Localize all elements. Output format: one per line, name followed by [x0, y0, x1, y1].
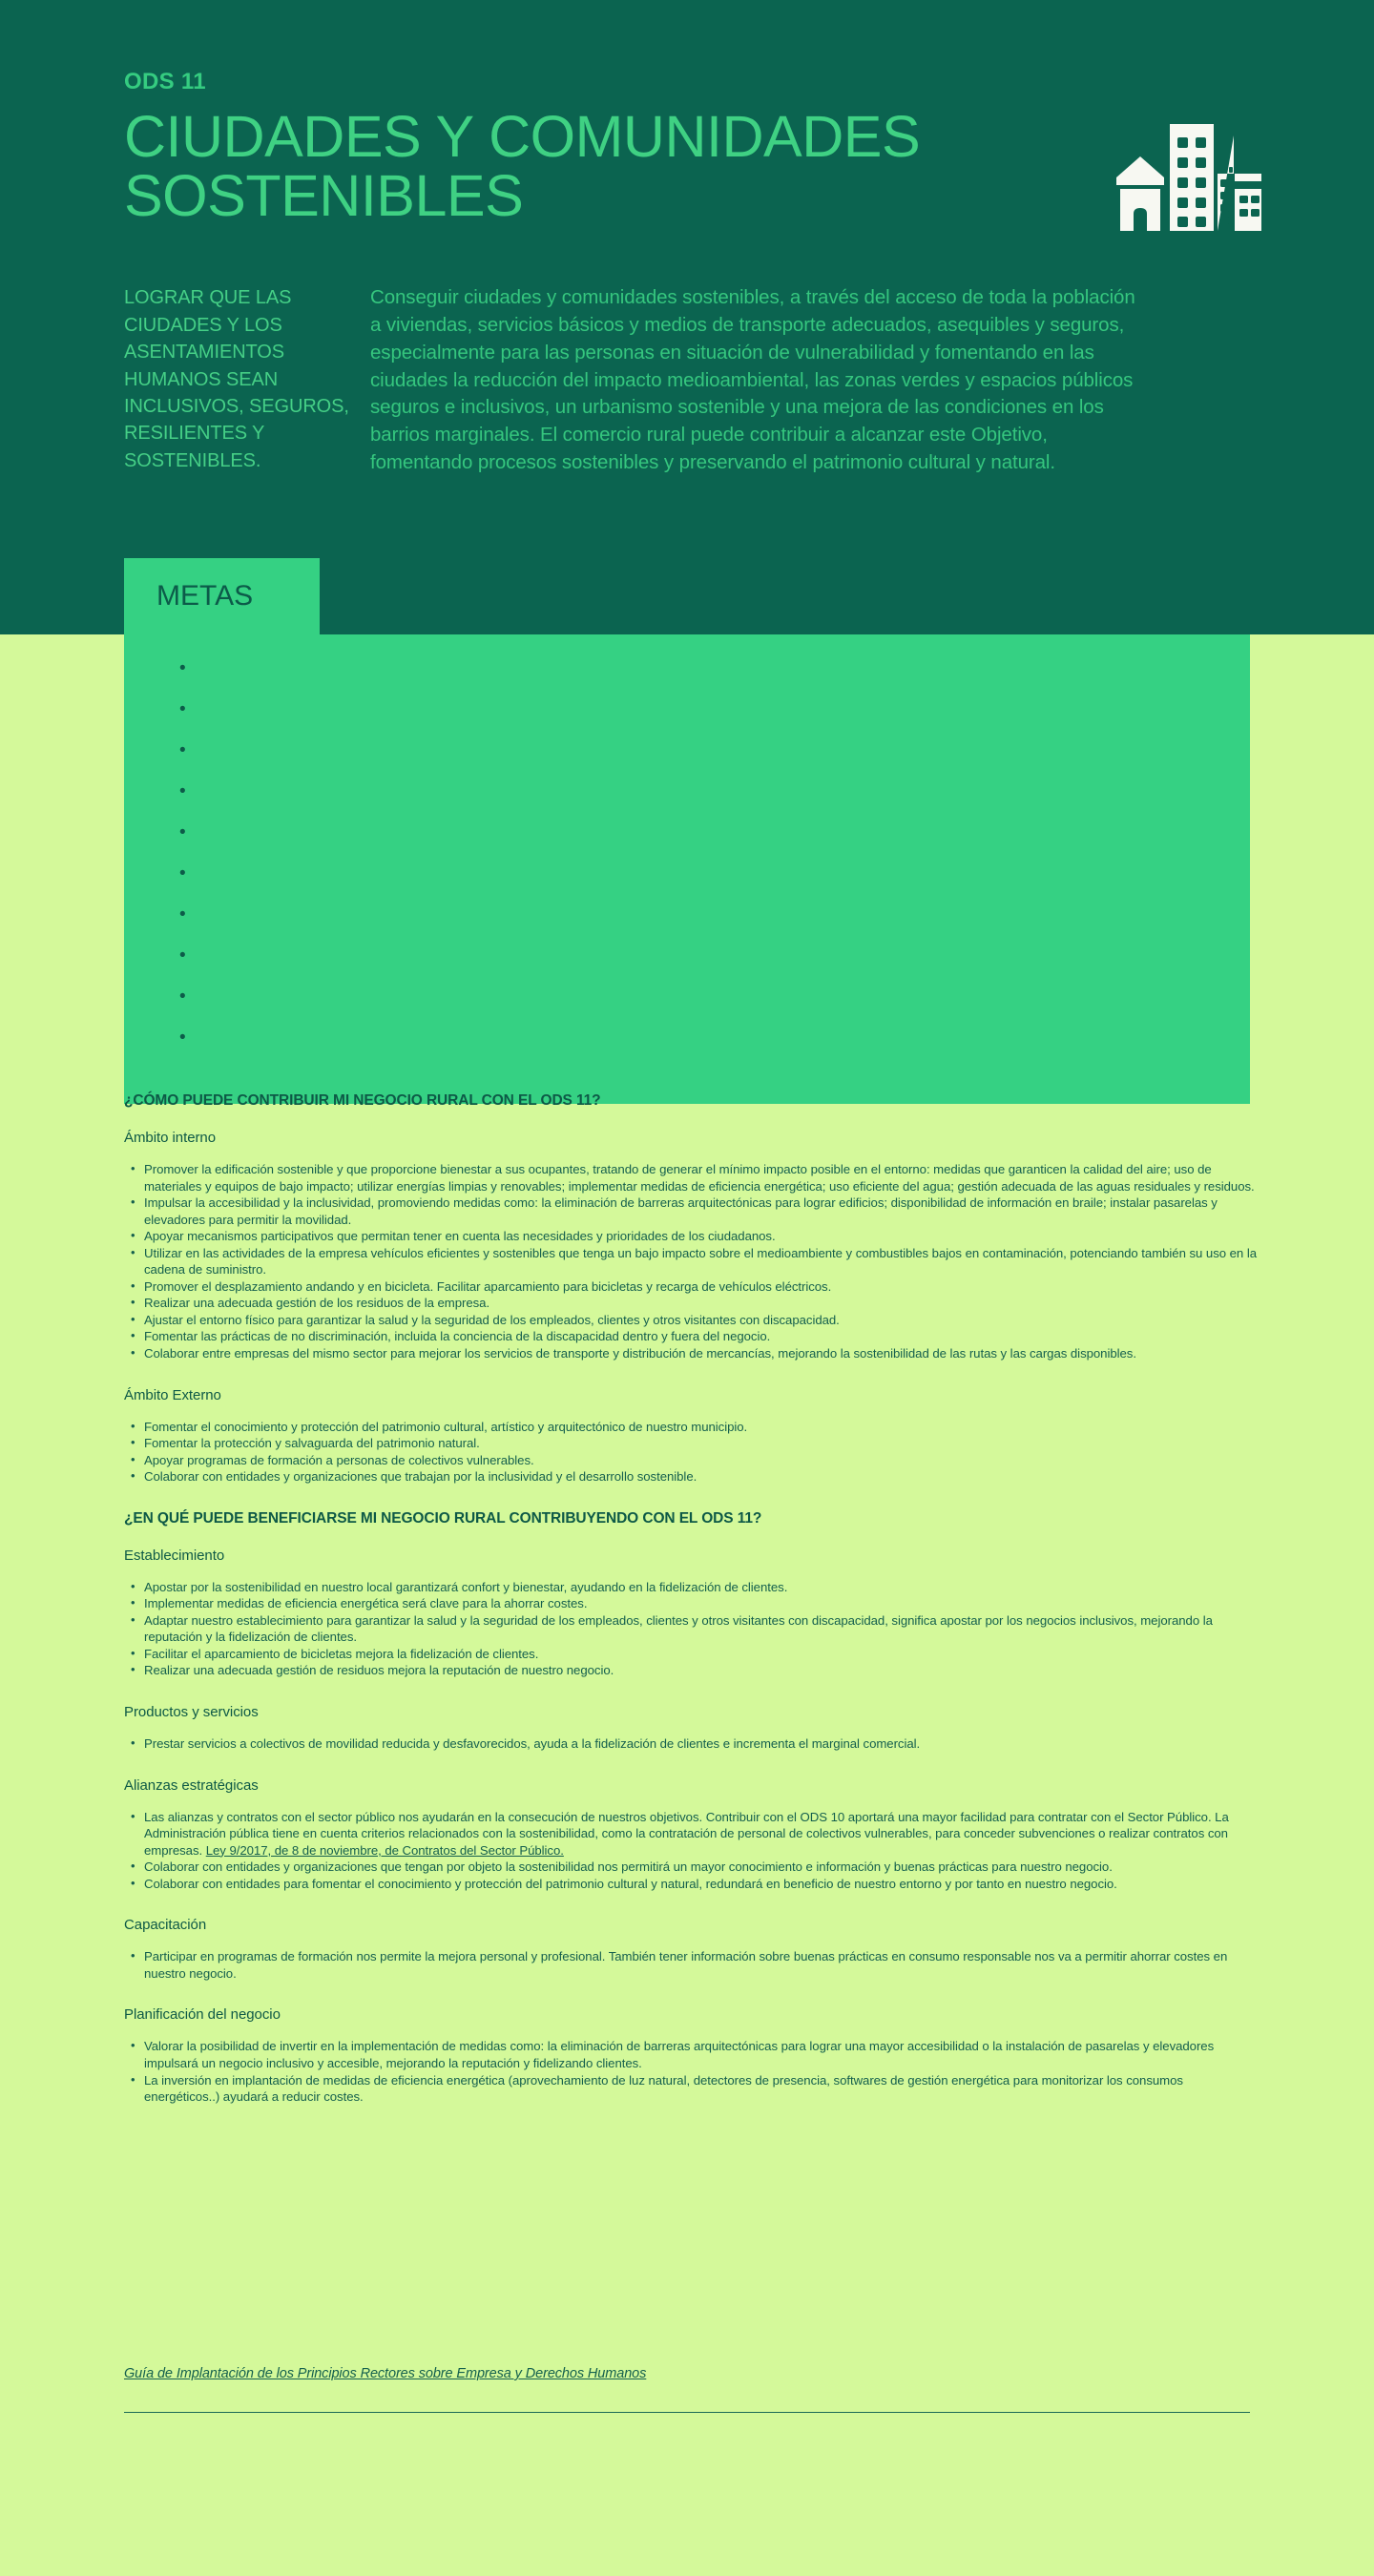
list-item: • Utilizar en las actividades de la empresa vehículos eficientes y sostenibles que tenga un bajo impacto sobre el medioambiente y combustibles bajos en contaminación, potenciando también su uso en la cadena de suministro.	[124, 1245, 1260, 1278]
page-title	[124, 104, 1078, 229]
footer	[124, 2366, 1250, 2413]
alianzas-list	[124, 1809, 1260, 1893]
establecimiento-heading: Establecimiento	[124, 1547, 225, 1564]
meta-bullet-icon: •	[179, 740, 186, 760]
planificacion-list	[124, 2038, 1260, 2105]
list-item: • Ajustar el entorno físico para garantizar la salud y la seguridad de los empleados, clientes y otros visitantes con discapacidad.	[124, 1312, 1260, 1329]
list-item: • Realizar una adecuada gestión de residuos mejora la reputación de nuestro negocio.	[124, 1662, 1260, 1679]
list-item: • Apoyar programas de formación a personas de colectivos vulnerables.	[124, 1452, 1260, 1469]
list-item: • Colaborar con entidades para fomentar el conocimiento y protección del patrimonio cultural y natural, redundará en beneficio de nuestro entorno y por tanto en nuestro negocio.	[124, 1876, 1260, 1893]
ambito-interno-heading: Ámbito interno	[124, 1130, 217, 1146]
hero-banner	[0, 0, 1374, 634]
meta-row	[124, 823, 1250, 864]
footer-guide-link[interactable]: Guía de Implantación de los Principios Rectores sobre Empresa y Derechos Humanos	[124, 2366, 647, 2381]
footer-divider	[124, 2412, 1250, 2413]
ambito-externo-list	[124, 1419, 1260, 1485]
metas-tab-label: METAS	[156, 580, 254, 612]
meta-row	[124, 987, 1250, 1028]
meta-bullet-icon: •	[179, 699, 186, 719]
list-item: • Realizar una adecuada gestión de los residuos de la empresa.	[124, 1295, 1260, 1312]
list-item: • Adaptar nuestro establecimiento para garantizar la salud y la seguridad de los empleados, clientes y otros visitantes con discapacidad, significa apostar por los negocios inclusivos, mejorando la reputación y la fidelización de clientes.	[124, 1612, 1260, 1646]
list-item: • Prestar servicios a colectivos de movilidad reducida y desfavorecidos, ayuda a la fidelización de clientes e incrementa el marginal comercial.	[124, 1735, 1260, 1753]
ambito-interno-list	[124, 1161, 1260, 1362]
capacitacion-list	[124, 1948, 1260, 1982]
contribuir-heading: ¿CÓMO PUEDE CONTRIBUIR MI NEGOCIO RURAL CON EL ODS 11?	[124, 1092, 601, 1109]
ods-label: ODS 11	[124, 69, 206, 94]
list-item: • Apostar por la sostenibilidad en nuestro local garantizará confort y bienestar, ayudando en la fidelización de clientes.	[124, 1579, 1260, 1596]
capacitacion-heading: Capacitación	[124, 1917, 207, 1934]
productos-heading: Productos y servicios	[124, 1704, 259, 1721]
list-item: • Promover la edificación sostenible y que proporcione bienestar a sus ocupantes, tratando de generar el mínimo impacto posible en el entorno: medidas que garanticen la calidad del aire; uso de materiales y equipos de bajo impacto; utilizar energías limpias y renovables; implementar medidas de eficiencia energética; uso eficiente del agua; gestión adecuada de las aguas residuales y residuos.	[124, 1161, 1260, 1195]
meta-bullet-icon: •	[179, 987, 186, 1007]
meta-row	[124, 1028, 1250, 1070]
planificacion-heading: Planificación del negocio	[124, 2006, 281, 2024]
list-item: • Fomentar las prácticas de no discriminación, incluida la conciencia de la discapacidad dentro y fuera del negocio.	[124, 1328, 1260, 1345]
list-item: • Promover el desplazamiento andando y en bicicleta. Facilitar aparcamiento para bicicletas y recarga de vehículos eléctricos.	[124, 1278, 1260, 1296]
productos-list	[124, 1735, 1260, 1753]
list-item: • Fomentar la protección y salvaguarda del patrimonio natural.	[124, 1435, 1260, 1452]
hero-inner	[0, 0, 1374, 476]
meta-row	[124, 946, 1250, 987]
list-item: • Implementar medidas de eficiencia energética será clave para la ahorrar costes.	[124, 1595, 1260, 1612]
meta-row	[124, 782, 1250, 823]
list-item	[124, 1809, 1260, 1859]
meta-bullet-icon: •	[179, 822, 186, 842]
meta-row	[124, 700, 1250, 741]
hero-columns	[124, 284, 1260, 476]
metas-panel	[124, 634, 1250, 1104]
meta-bullet-icon: •	[179, 1028, 186, 1048]
content-body	[0, 1092, 1374, 2130]
list-item: • Apoyar mecanismos participativos que permitan tener en cuenta las necesidades y prioridades de los ciudadanos.	[124, 1228, 1260, 1245]
meta-bullet-icon: •	[179, 904, 186, 924]
page-title-line1: CIUDADES Y COMUNIDADES	[124, 104, 921, 169]
list-item: • Colaborar con entidades y organizaciones que trabajan por la inclusividad y el desarrollo sostenible.	[124, 1468, 1260, 1485]
list-item: • Impulsar la accesibilidad y la inclusividad, promoviendo medidas como: la eliminación de barreras arquitectónicas para lograr edificios; disponibilidad de información en braile; instalar pasarelas y elevadores para permitir la movilidad.	[124, 1195, 1260, 1228]
establecimiento-list	[124, 1579, 1260, 1679]
ambito-externo-heading: Ámbito Externo	[124, 1386, 221, 1403]
list-item: • Participar en programas de formación nos permite la mejora personal y profesional. También tener información sobre buenas prácticas en consumo responsable nos va a permitir ahorrar costes en nuestro negocio.	[124, 1948, 1260, 1982]
meta-row	[124, 864, 1250, 905]
metas-tab[interactable]	[124, 558, 320, 634]
ley-contratos-link[interactable]: Ley 9/2017, de 8 de noviembre, de Contratos del Sector Público.	[205, 1842, 564, 1858]
list-item: • Colaborar con entidades y organizaciones que tengan por objeto la sostenibilidad nos permitirá un mayor conocimiento e información y buenas prácticas para nuestro negocio.	[124, 1859, 1260, 1876]
meta-row	[124, 659, 1250, 700]
beneficiarse-heading: ¿EN QUÉ PUEDE BENEFICIARSE MI NEGOCIO RURAL CONTRIBUYENDO CON EL ODS 11?	[124, 1509, 762, 1527]
list-item: • La inversión en implantación de medidas de eficiencia energética (aprovechamiento de luz natural, detectores de presencia, softwares de gestión energética para monitorizar los consumos energéticos..) ayudará a reducir costes.	[124, 2072, 1260, 2106]
list-item: • Facilitar el aparcamiento de bicicletas mejora la fidelización de clientes.	[124, 1646, 1260, 1663]
meta-bullet-icon: •	[179, 863, 186, 883]
alianzas-text: Las alianzas y contratos con el sector público nos ayudarán en la consecución de nuestros objetivos. Contribuir con el ODS 10 aportará una mayor facilidad para contratar con el Sector Público. La Administración pública tiene en cuenta criterios relacionados con la sostenibilidad, como la contratación de personal de colectivos vulnerables, para conceder subvenciones o realizar contratos con empresas.	[144, 1809, 1229, 1858]
meta-bullet-icon: •	[179, 945, 186, 966]
city-buildings-icon	[1109, 114, 1261, 234]
meta-bullet-icon: •	[179, 658, 186, 678]
alianzas-heading: Alianzas estratégicas	[124, 1776, 259, 1794]
list-item: • Valorar la posibilidad de invertir en la implementación de medidas como: la eliminación de barreras arquitectónicas para lograr una mayor accesibilidad o la instalación de pasarelas y elevadores impulsará un negocio inclusivo y accesible, mejorando la reputación y fidelizando clientes.	[124, 2038, 1260, 2071]
list-item: • Fomentar el conocimiento y protección del patrimonio cultural, artístico y arquitectónico de nuestro municipio.	[124, 1419, 1260, 1436]
meta-bullet-icon: •	[179, 781, 186, 801]
list-item: • Colaborar entre empresas del mismo sector para mejorar los servicios de transporte y distribución de mercancías, mejorando la sostenibilidad de las rutas y las cargas disponibles.	[124, 1345, 1260, 1362]
hero-description: Conseguir ciudades y comunidades sostenibles, a través del acceso de toda la población a viviendas, servicios básicos y medios de transporte adecuados, asequibles y seguros, especialmente para las personas en situación de vulnerabilidad y fomentando en las ciudades la reducción del impacto medioambiental, las zonas verdes y espacios públicos seguros e inclusivos, un urbanismo sostenible y una mejora de las condiciones en los barrios marginales. El comercio rural puede contribuir a alcanzar este Objetivo, fomentando procesos sostenibles y preservando el patrimonio cultural y natural.	[370, 286, 1135, 473]
hero-statement: LOGRAR QUE LAS CIUDADES Y LOS ASENTAMIENTOS HUMANOS SEAN INCLUSIVOS, SEGUROS, RESILIENTES Y SOSTENIBLES.	[124, 287, 349, 471]
meta-row	[124, 905, 1250, 946]
meta-row	[124, 741, 1250, 782]
page-title-line2: SOSTENIBLES	[124, 163, 524, 229]
